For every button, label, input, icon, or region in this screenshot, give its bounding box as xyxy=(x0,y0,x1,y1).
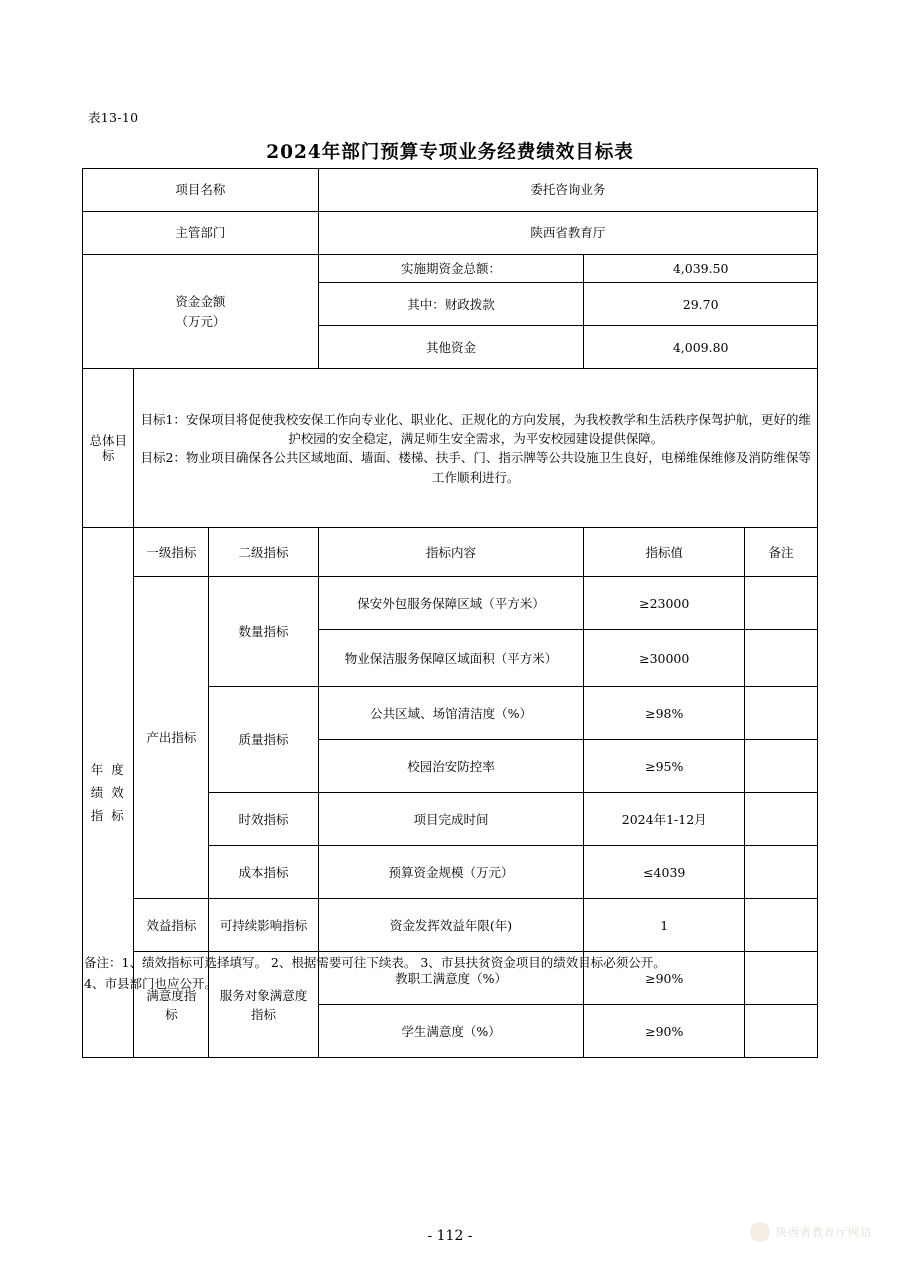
indicator-value: ≥90% xyxy=(584,1005,745,1058)
fund-name-0: 实施期资金总额： xyxy=(318,255,584,283)
indicator-value: ≥23000 xyxy=(584,577,745,630)
indicator-level1-1: 效益指标 xyxy=(134,899,209,952)
indicator-content: 项目完成时间 xyxy=(318,793,584,846)
indicator-value: ≥90% xyxy=(584,952,745,1005)
fund-name-2: 其他资金 xyxy=(318,326,584,369)
footnote-line-1: 备注：1、绩效指标可选择填写。 2、根据需要可往下续表。 3、市县扶贫资金项目的绩效目标必须公开。 xyxy=(84,955,666,970)
indicator-content: 学生满意度（%） xyxy=(318,1005,584,1058)
indicator-value: 1 xyxy=(584,899,745,952)
indicator-level2-0-1: 质量指标 xyxy=(209,687,318,793)
indicator-content: 保安外包服务保障区域（平方米） xyxy=(318,577,584,630)
indicator-value: ≤4039 xyxy=(584,846,745,899)
table-row xyxy=(83,577,818,630)
table-row-overall-target xyxy=(83,369,818,528)
indicator-content: 预算资金规模（万元） xyxy=(318,846,584,899)
indicator-remark xyxy=(745,793,818,846)
project-name-value: 委托咨询业务 xyxy=(318,169,817,212)
indicator-remark xyxy=(745,846,818,899)
indicator-content: 资金发挥效益年限(年) xyxy=(318,899,584,952)
table-row-project-name xyxy=(83,169,818,212)
indicator-level1-2: 满意度指标 xyxy=(134,952,209,1058)
table-row xyxy=(83,899,818,952)
footnote xyxy=(84,953,824,994)
funds-label-line2: （万元） xyxy=(175,313,226,329)
header-level2: 二级指标 xyxy=(209,528,318,577)
funds-label xyxy=(83,255,319,369)
indicator-remark xyxy=(745,630,818,687)
indicator-content: 校园治安防控率 xyxy=(318,740,584,793)
fund-value-0: 4,039.50 xyxy=(584,255,818,283)
fund-value-2: 4,009.80 xyxy=(584,326,818,369)
indicator-level2-2-0: 服务对象满意度指标 xyxy=(209,952,318,1058)
header-value: 指标值 xyxy=(584,528,745,577)
overall-target-content xyxy=(134,369,818,528)
watermark xyxy=(750,1222,872,1242)
overall-target-label xyxy=(83,369,134,528)
page-number: - 112 - xyxy=(427,1228,473,1244)
overall-target-label-text: 总体目标 xyxy=(89,432,127,464)
indicator-level1-0: 产出指标 xyxy=(134,577,209,899)
watermark-text: 陕西省教育厅网站 xyxy=(776,1226,872,1239)
indicator-value: ≥30000 xyxy=(584,630,745,687)
indicator-value: 2024年1-12月 xyxy=(584,793,745,846)
yearly-performance-label-text: 年 度 绩 效 指 标 xyxy=(90,762,126,824)
overall-target-text-1: 目标1：安保项目将促使我校安保工作向专业化、职业化、正规化的方向发展，为我校教学和生活秩序保驾护航，更好的维护校园的安全稳定，满足师生安全需求，为平安校园建设提供保障。 xyxy=(140,411,811,446)
footnote-line-2: 4、市县部门也应公开。 xyxy=(84,975,217,991)
table-row-fund-total xyxy=(83,255,818,283)
indicator-level2-0-3: 成本指标 xyxy=(209,846,318,899)
indicator-remark xyxy=(745,687,818,740)
overall-target-text-2: 目标2：物业项目确保各公共区域地面、墙面、楼梯、扶手、门、指示牌等公共设施卫生良好，电梯维保维修及消防维保等工作顺利进行。 xyxy=(140,450,811,485)
header-level1: 一级指标 xyxy=(134,528,209,577)
indicator-value: ≥95% xyxy=(584,740,745,793)
indicator-value: ≥98% xyxy=(584,687,745,740)
indicator-content: 教职工满意度（%） xyxy=(318,952,584,1005)
project-name-label: 项目名称 xyxy=(83,169,319,212)
indicator-remark xyxy=(745,740,818,793)
table-row-indicator-header xyxy=(83,528,818,577)
funds-label-line1: 资金金额 xyxy=(175,294,226,310)
fund-value-1: 29.70 xyxy=(584,283,818,326)
indicator-content: 公共区域、场馆清洁度（%） xyxy=(318,687,584,740)
table-number: 表13-10 xyxy=(88,110,139,125)
fund-name-1: 其中：财政拨款 xyxy=(318,283,584,326)
page-title: 2024年部门预算专项业务经费绩效目标表 xyxy=(266,142,634,163)
table-row-department xyxy=(83,212,818,255)
indicator-remark xyxy=(745,899,818,952)
indicator-remark xyxy=(745,1005,818,1058)
performance-target-table xyxy=(82,168,818,1058)
indicator-level2-0-0: 数量指标 xyxy=(209,577,318,687)
indicator-level2-0-2: 时效指标 xyxy=(209,793,318,846)
watermark-seal-icon xyxy=(750,1222,770,1242)
indicator-remark xyxy=(745,577,818,630)
indicator-content: 物业保洁服务保障区域面积（平方米） xyxy=(318,630,584,687)
header-remark: 备注 xyxy=(745,528,818,577)
indicator-level2-1-0: 可持续影响指标 xyxy=(209,899,318,952)
department-value: 陕西省教育厅 xyxy=(318,212,817,255)
department-label: 主管部门 xyxy=(83,212,319,255)
header-content: 指标内容 xyxy=(318,528,584,577)
